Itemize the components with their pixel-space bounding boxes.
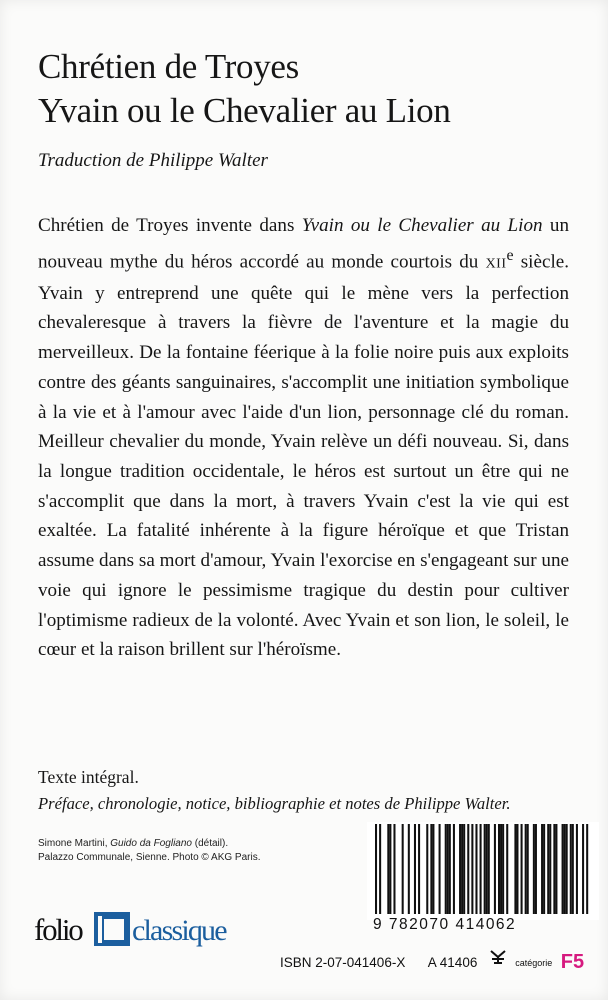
barcode-bar: [430, 824, 432, 914]
barcode-bar: [426, 824, 428, 914]
barcode-bar: [447, 824, 449, 914]
category-label: catégorie: [515, 957, 553, 968]
barcode-bar: [502, 824, 504, 914]
barcode-bar: [488, 824, 490, 914]
logo-classique-text: classique: [132, 914, 226, 947]
translation-credit: Traduction de Philippe Walter: [38, 150, 268, 171]
barcode-bar: [576, 824, 578, 914]
barcode-bar: [498, 824, 500, 914]
category-code: F5: [560, 951, 585, 974]
barcode-bar: [586, 824, 588, 914]
barcode-bar: [514, 824, 516, 914]
barcode-bar: [393, 824, 395, 914]
barcode-bar: [486, 824, 488, 914]
century-suffix: e: [506, 246, 514, 264]
barcode-bar: [408, 824, 410, 914]
credit-artist: Simone Martini,: [38, 838, 111, 849]
folio-classique-logo: [34, 905, 254, 951]
barcode-bar: [500, 824, 502, 914]
barcode-bar: [480, 824, 482, 914]
barcode-bar: [525, 824, 527, 914]
blurb-text-end: siècle. Yvain y entreprend une quête qui le mène vers la perfection chevaleresque à travers la fièvre de l'aventure et la magie du merveilleux. De la fontaine féerique à la folie noire puis aux exploits contre des géants sanguinaires, s'accomplit une initiation symbolique à la vie et à l'amour avec l'aide d'un lion, personnage clé du roman. Meilleur chevalier du monde, Yvain relève un défi nouveau. Si, dans la longue tradition occidentale, le héros est surtout un être qui ne s'accomplit que dans la mort, à travers Yvain c'est la vie qui est exaltée. La fatalité inhérente à la figure héroïque et que Tristan assume dans sa mort d'amour, Yvain l'exorcise en s'engageant sur une voie qui ignore le pessimisme tragique du destin pour cultiver l'optimisme radieux de la volonté. Avec Yvain et son lion, le soleil, le cœur et la raison brillent sur l'héroïsme.: [38, 251, 569, 661]
barcode-bar: [471, 824, 473, 914]
preface-note: Préface, chronologie, notice, bibliographie et notes de Philippe Walter.: [38, 794, 511, 813]
gallimard-mark-icon: [488, 947, 508, 967]
barcode-bar: [566, 824, 568, 914]
barcode-bar: [432, 824, 434, 914]
barcode-bar: [549, 824, 551, 914]
barcode-bar: [484, 824, 486, 914]
logo-box-icon: [94, 912, 130, 946]
barcode-bar: [453, 824, 455, 914]
barcode-bar: [564, 824, 566, 914]
barcode-bar: [555, 824, 557, 914]
barcode-bar: [562, 824, 564, 914]
barcode-bar: [387, 824, 389, 914]
barcode-bar: [572, 824, 574, 914]
image-credit-line-2: Palazzo Communale, Sienne. Photo © AKG Paris.: [38, 852, 261, 863]
author-name: Chrétien de Troyes: [38, 47, 299, 86]
barcode-bar: [445, 824, 447, 914]
barcode-bar: [541, 824, 543, 914]
isbn-row: [280, 947, 584, 974]
barcode-bar: [449, 824, 451, 914]
blurb-paragraph: [38, 211, 569, 665]
barcode-bar: [379, 824, 381, 914]
barcode-bar: [533, 824, 535, 914]
barcode-bar: [506, 824, 508, 914]
barcode-bar: [459, 824, 461, 914]
barcode-bar: [553, 824, 555, 914]
barcode-bar: [461, 824, 463, 914]
barcode-bar: [414, 824, 416, 914]
blurb-text-start: Chrétien de Troyes invente dans: [38, 215, 302, 236]
barcode-bars: [367, 822, 599, 920]
credit-work-title: Guido da Fogliano: [110, 838, 192, 849]
blurb-text-middle: un nouveau mythe du héros accordé au monde courtois du: [38, 215, 569, 273]
barcode-bar: [402, 824, 404, 914]
barcode-bar: [418, 824, 420, 914]
barcode-bar: [582, 824, 584, 914]
book-title: Yvain ou le Chevalier au Lion: [38, 91, 451, 130]
logo-folio-text: folio: [34, 912, 82, 947]
product-code: A 41406: [427, 955, 478, 971]
barcode-bar: [527, 824, 529, 914]
barcode-bar: [516, 824, 518, 914]
image-credit-line-1: [38, 837, 228, 850]
barcode-bar: [547, 824, 549, 914]
barcode: [367, 822, 599, 920]
barcode-bar: [463, 824, 465, 914]
century-numeral: XII: [485, 256, 507, 272]
barcode-bar: [389, 824, 391, 914]
barcode-bar: [521, 824, 523, 914]
barcode-bar: [570, 824, 572, 914]
barcode-bar: [535, 824, 537, 914]
credit-detail: (détail).: [191, 838, 229, 849]
barcode-bar: [543, 824, 545, 914]
blurb-book-title: Yvain ou le Chevalier au Lion: [301, 215, 543, 236]
barcode-bar: [439, 824, 441, 914]
barcode-bar: [475, 824, 477, 914]
texte-integral-note: Texte intégral.: [38, 767, 139, 787]
barcode-digits: 9 782070 414062: [373, 916, 517, 933]
barcode-bar: [467, 824, 469, 914]
barcode-bar: [494, 824, 496, 914]
barcode-bar: [375, 824, 377, 914]
isbn: ISBN 2-07-041406-X: [280, 955, 406, 971]
